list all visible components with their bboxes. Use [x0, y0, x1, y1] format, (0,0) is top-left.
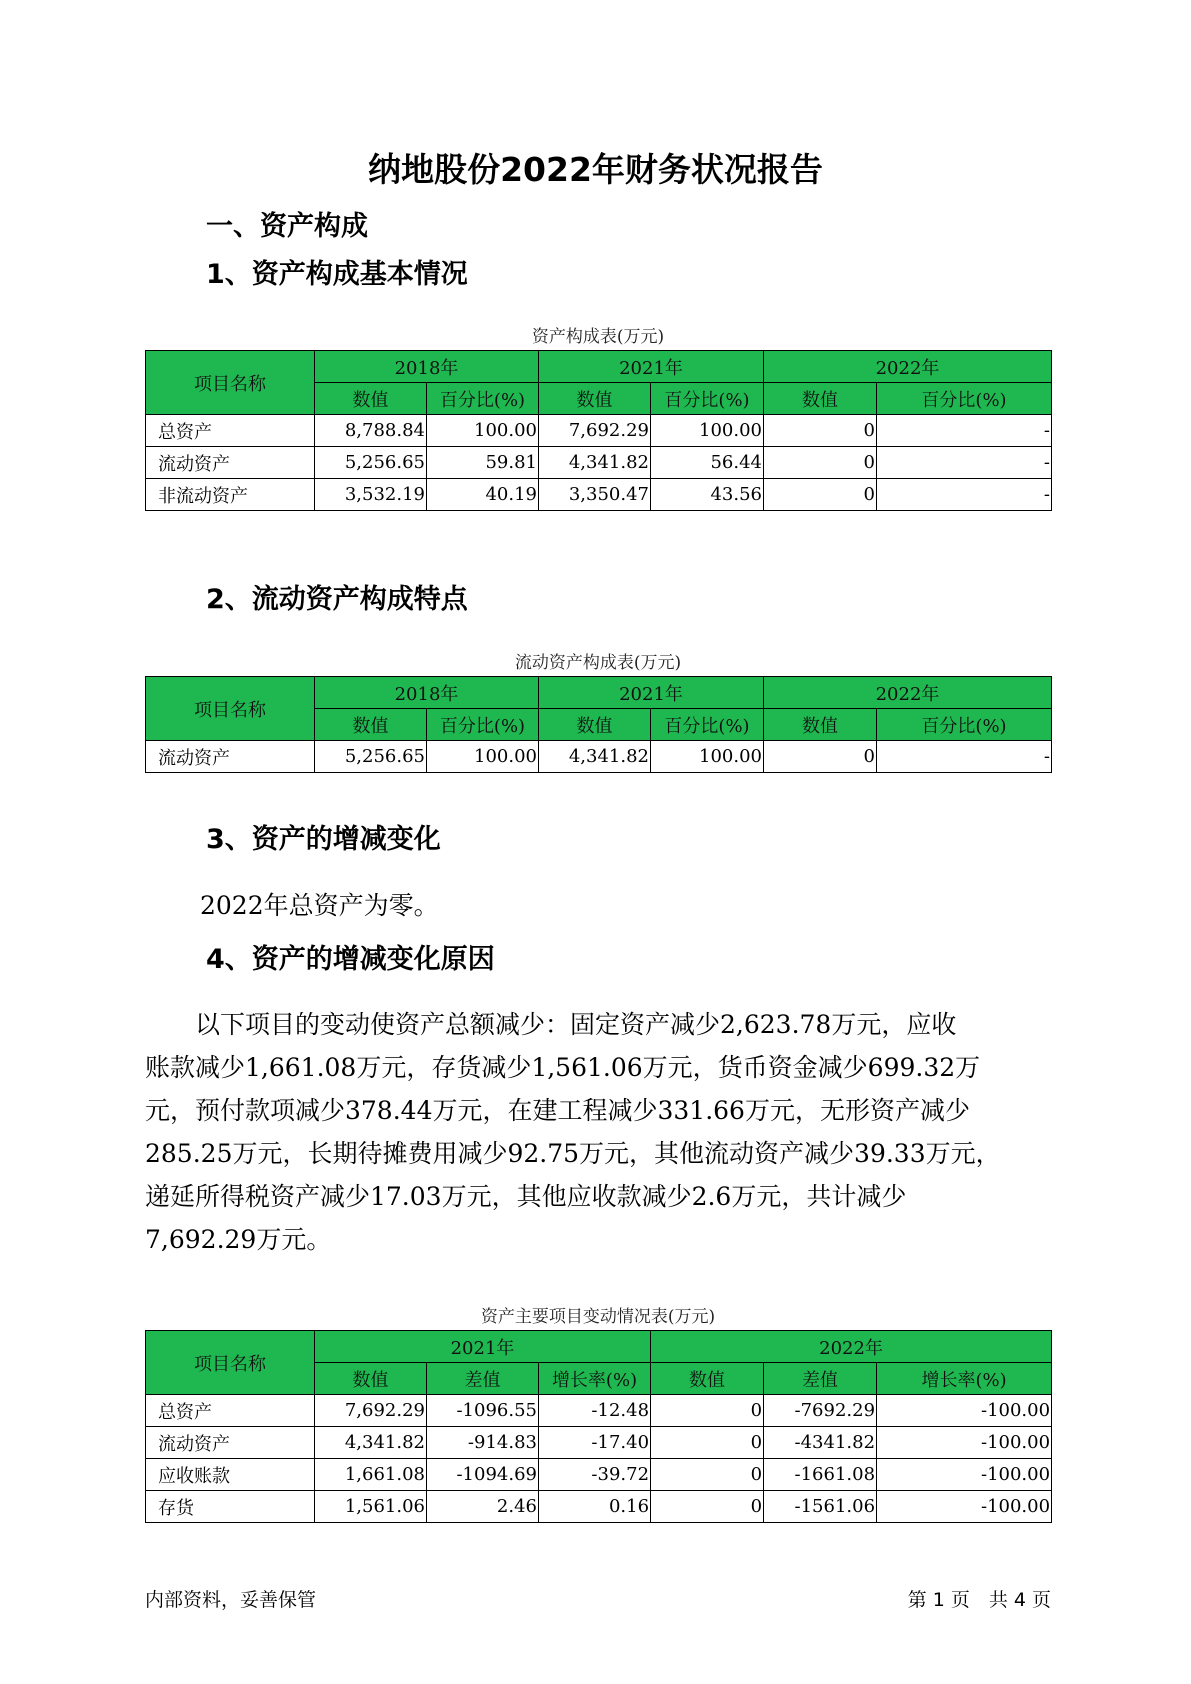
table-cell: -: [877, 415, 1052, 447]
paragraph-line: 285.25万元，长期待摊费用减少92.75万元，其他流动资产减少39.33万元，: [145, 1139, 1001, 1168]
column-header-growth: 增长率(%): [877, 1363, 1052, 1395]
table-row: [146, 447, 1052, 479]
row-label: 总资产: [146, 415, 315, 447]
column-header-item: 项目名称: [146, 1331, 315, 1395]
table-cell: 5,256.65: [315, 741, 427, 773]
table-caption-assets: 资产构成表(万元): [531, 327, 665, 347]
column-header-value: 数值: [651, 1363, 764, 1395]
table-row: [146, 479, 1052, 511]
column-header-year: 2018年: [315, 351, 539, 383]
table-cell: 7,692.29: [315, 1395, 427, 1427]
column-header-year: 2021年: [539, 677, 764, 709]
paragraph-line: 递延所得税资产减少17.03万元，其他应收款减少2.6万元，共计减少: [145, 1182, 907, 1211]
column-header-year: 2022年: [651, 1331, 1052, 1363]
table-cell: 1,661.08: [315, 1459, 427, 1491]
table-caption-current-assets: 流动资产构成表(万元): [514, 653, 682, 673]
column-header-year: 2022年: [764, 351, 1052, 383]
column-header-diff: 差值: [764, 1363, 877, 1395]
row-label: 非流动资产: [146, 479, 315, 511]
table-cell: -914.83: [427, 1427, 539, 1459]
table-row: [146, 415, 1052, 447]
table-cell: 1,561.06: [315, 1491, 427, 1523]
asset-change-statement: 2022年总资产为零。: [200, 891, 439, 920]
table-cell: -4341.82: [764, 1427, 877, 1459]
table-cell: 59.81: [427, 447, 539, 479]
subheading-asset-basics: 1、资产构成基本情况: [206, 259, 468, 290]
column-header-value: 数值: [539, 383, 651, 415]
table-row: [146, 1427, 1052, 1459]
table-cell: 0: [764, 447, 877, 479]
table-cell: -1661.08: [764, 1459, 877, 1491]
table-cell: 100.00: [651, 415, 764, 447]
paragraph-line: 账款减少1,661.08万元，存货减少1,561.06万元，货币资金减少699.32万: [145, 1053, 981, 1082]
current-assets-table: [145, 676, 1052, 773]
table-cell: 0: [764, 415, 877, 447]
table-cell: 4,341.82: [539, 741, 651, 773]
table-cell: 100.00: [651, 741, 764, 773]
subheading-asset-change: 3、资产的增减变化: [206, 824, 441, 855]
table-cell: 56.44: [651, 447, 764, 479]
table-row: [146, 741, 1052, 773]
table-cell: 4,341.82: [539, 447, 651, 479]
table-cell: -1096.55: [427, 1395, 539, 1427]
column-header-year: 2022年: [764, 677, 1052, 709]
table-cell: -1561.06: [764, 1491, 877, 1523]
change-reasons-paragraph: [145, 1003, 1057, 1261]
table-row: [146, 1459, 1052, 1491]
table-cell: -: [877, 479, 1052, 511]
table-cell: -7692.29: [764, 1395, 877, 1427]
table-cell: -: [877, 447, 1052, 479]
column-header-percent: 百分比(%): [427, 709, 539, 741]
column-header-year: 2018年: [315, 677, 539, 709]
column-header-diff: 差值: [427, 1363, 539, 1395]
column-header-item: 项目名称: [146, 351, 315, 415]
paragraph-line: 以下项目的变动使资产总额减少：固定资产减少2,623.78万元，应收: [145, 1010, 957, 1039]
table-cell: 0: [651, 1395, 764, 1427]
footer-page-number: 第 1 页 共 4 页: [907, 1589, 1051, 1611]
table-cell: 7,692.29: [539, 415, 651, 447]
column-header-percent: 百分比(%): [651, 709, 764, 741]
table-cell: 100.00: [427, 741, 539, 773]
column-header-percent: 百分比(%): [651, 383, 764, 415]
row-label: 存货: [146, 1491, 315, 1523]
table-row: [146, 1491, 1052, 1523]
table-cell: 0.16: [539, 1491, 651, 1523]
subheading-change-reasons: 4、资产的增减变化原因: [206, 944, 495, 975]
table-cell: 100.00: [427, 415, 539, 447]
table-cell: 0: [651, 1459, 764, 1491]
row-label: 流动资产: [146, 447, 315, 479]
table-cell: 3,350.47: [539, 479, 651, 511]
table-header-row: [146, 677, 1052, 709]
table-cell: 0: [651, 1427, 764, 1459]
column-header-growth: 增长率(%): [539, 1363, 651, 1395]
row-label: 总资产: [146, 1395, 315, 1427]
row-label: 流动资产: [146, 741, 315, 773]
column-header-percent: 百分比(%): [877, 709, 1052, 741]
major-items-change-table: [145, 1330, 1052, 1523]
subheading-current-assets: 2、流动资产构成特点: [206, 584, 468, 615]
table-cell: -100.00: [877, 1491, 1052, 1523]
section-heading-asset-composition: 一、资产构成: [206, 211, 368, 242]
table-cell: 4,341.82: [315, 1427, 427, 1459]
table-row: [146, 1395, 1052, 1427]
table-cell: -100.00: [877, 1395, 1052, 1427]
table-cell: 2.46: [427, 1491, 539, 1523]
table-cell: 8,788.84: [315, 415, 427, 447]
table-header-row: [146, 1331, 1052, 1363]
paragraph-line: 元，预付款项减少378.44万元，在建工程减少331.66万元，无形资产减少: [145, 1096, 970, 1125]
table-cell: 40.19: [427, 479, 539, 511]
table-cell: -: [877, 741, 1052, 773]
column-header-year: 2021年: [315, 1331, 651, 1363]
column-header-value: 数值: [539, 709, 651, 741]
table-cell: 3,532.19: [315, 479, 427, 511]
column-header-value: 数值: [315, 1363, 427, 1395]
table-caption-major-items: 资产主要项目变动情况表(万元): [480, 1307, 716, 1327]
table-cell: -100.00: [877, 1459, 1052, 1491]
footer-confidential-note: 内部资料，妥善保管: [145, 1589, 317, 1611]
table-cell: 43.56: [651, 479, 764, 511]
table-cell: 5,256.65: [315, 447, 427, 479]
page-title: 纳地股份2022年财务状况报告: [368, 150, 823, 189]
table-cell: -100.00: [877, 1427, 1052, 1459]
column-header-year: 2021年: [539, 351, 764, 383]
table-cell: 0: [651, 1491, 764, 1523]
column-header-value: 数值: [764, 383, 877, 415]
row-label: 应收账款: [146, 1459, 315, 1491]
table-cell: -17.40: [539, 1427, 651, 1459]
column-header-value: 数值: [315, 709, 427, 741]
column-header-percent: 百分比(%): [877, 383, 1052, 415]
row-label: 流动资产: [146, 1427, 315, 1459]
column-header-percent: 百分比(%): [427, 383, 539, 415]
table-cell: -1094.69: [427, 1459, 539, 1491]
asset-composition-table: [145, 350, 1052, 511]
table-cell: 0: [764, 479, 877, 511]
column-header-item: 项目名称: [146, 677, 315, 741]
table-cell: -12.48: [539, 1395, 651, 1427]
table-cell: -39.72: [539, 1459, 651, 1491]
paragraph-line: 7,692.29万元。: [145, 1225, 332, 1254]
table-header-row: [146, 351, 1052, 383]
column-header-value: 数值: [315, 383, 427, 415]
table-cell: 0: [764, 741, 877, 773]
column-header-value: 数值: [764, 709, 877, 741]
